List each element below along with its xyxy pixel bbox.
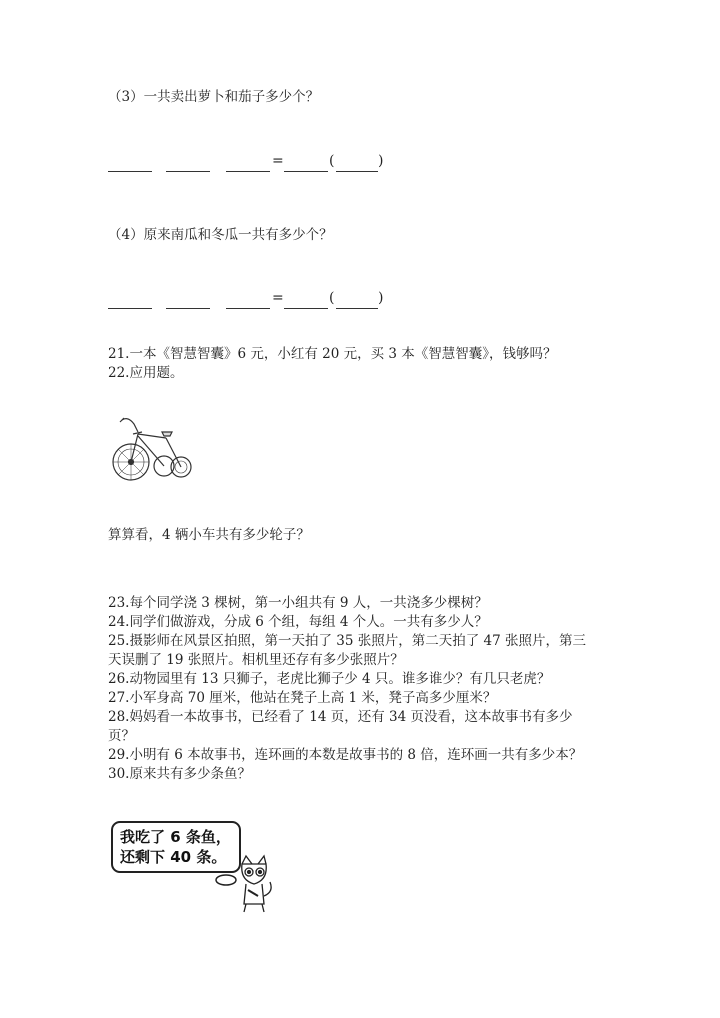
problem-28-line-1: 28.妈妈看一本故事书，已经看了 14 页，还有 34 页没看，这本故事书有多少	[108, 709, 573, 725]
speech-line-2: 还剩下 40 条。	[120, 848, 227, 866]
problem-25-line-2: 天误删了 19 张照片。相机里还存有多少张照片？	[108, 652, 404, 668]
blank-2[interactable]	[166, 155, 210, 172]
blank-2[interactable]	[166, 292, 210, 309]
problem-21: 21.一本《智慧智囊》6 元，小红有 20 元，买 3 本《智慧智囊》，钱够吗？	[108, 346, 557, 362]
q3-answer-blanks	[108, 155, 408, 175]
paren-open: (	[329, 290, 335, 306]
blank-3[interactable]	[226, 292, 270, 309]
blank-3[interactable]	[226, 155, 270, 172]
blank-1[interactable]	[108, 155, 152, 172]
paren-close: )	[378, 153, 384, 169]
equals-sign: =	[272, 290, 284, 306]
equals-sign: =	[272, 153, 284, 169]
problem-23: 23.每个同学浇 3 棵树，第一小组共有 9 人，一共浇多少棵树？	[108, 595, 488, 611]
unit-blank[interactable]	[336, 292, 378, 309]
problem-25-line-1: 25.摄影师在风景区拍照，第一天拍了 35 张照片，第二天拍了 47 张照片，第三	[108, 633, 586, 649]
tricycle-question: 算算看，4 辆小车共有多少轮子？	[108, 527, 310, 543]
problem-26: 26.动物园里有 13 只狮子，老虎比狮子少 4 只。谁多谁少？有几只老虎？	[108, 671, 551, 687]
problem-29: 29.小明有 6 本故事书，连环画的本数是故事书的 8 倍，连环画一共有多少本？	[108, 747, 583, 763]
problem-30: 30.原来共有多少条鱼？	[108, 766, 251, 782]
blank-4[interactable]	[284, 155, 328, 172]
speech-line-1: 我吃了 6 条鱼，	[120, 828, 231, 846]
problem-24: 24.同学们做游戏，分成 6 个组，每组 4 个人。一共有多少人？	[108, 614, 488, 630]
q3-title: （3）一共卖出萝卜和茄子多少个？	[108, 89, 320, 105]
paren-close: )	[378, 290, 384, 306]
unit-blank[interactable]	[336, 155, 378, 172]
cat-icon	[242, 856, 271, 912]
cat-speech-illustration	[108, 818, 278, 918]
problem-22: 22.应用题。	[108, 365, 184, 381]
q4-title: （4）原来南瓜和冬瓜一共有多少个？	[108, 227, 333, 243]
problem-28-line-2: 页？	[108, 728, 135, 744]
problem-27: 27.小军身高 70 厘米，他站在凳子上高 1 米，凳子高多少厘米？	[108, 690, 497, 706]
tricycle-image	[108, 414, 194, 484]
q4-answer-blanks	[108, 292, 408, 312]
paren-open: (	[329, 153, 335, 169]
blank-4[interactable]	[284, 292, 328, 309]
blank-1[interactable]	[108, 292, 152, 309]
